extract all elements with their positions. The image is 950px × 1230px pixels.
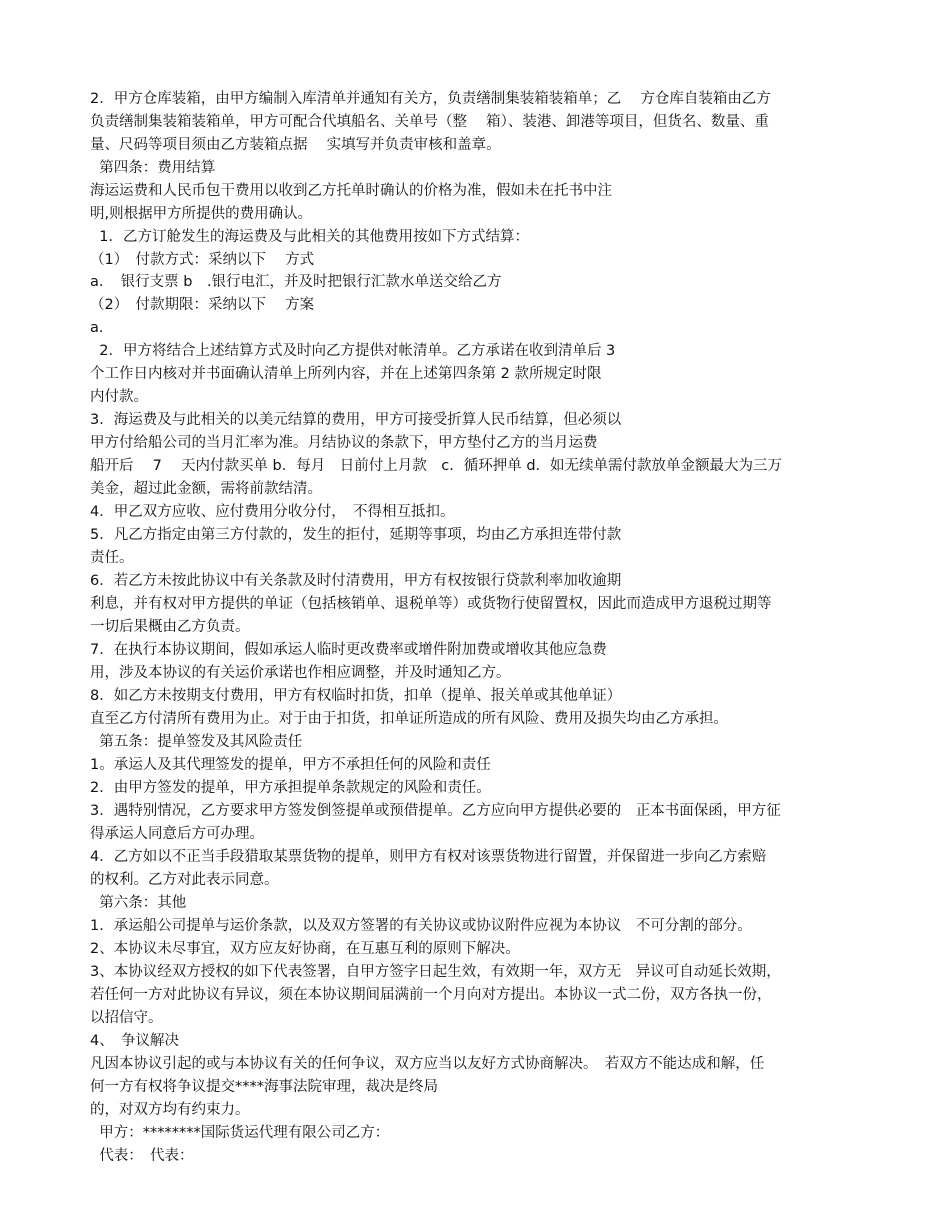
text-line: 1．乙方订舱发生的海运费及与此相关的其他费用按如下方式结算： (90, 229, 529, 245)
text-line: 负责缮制集装箱装箱单，甲方可配合代填船名、关单号（整 箱）、装港、卸港等项目，但货名、数量、重 (90, 114, 769, 130)
text-line: 的，对双方均有约束力。 (90, 1102, 250, 1118)
text-line: 8．如乙方未按期支付费用，甲方有权临时扣货，扣单（提单、报关单或其他单证） (90, 688, 622, 704)
text-line: （1） 付款方式：采纳以下 方式 (90, 252, 315, 268)
text-line: 责任。 (90, 550, 134, 566)
text-line: 2．由甲方签发的提单，甲方承担提单条款规定的风险和责任。 (90, 780, 491, 796)
text-line: 甲方付给船公司的当月汇率为准。月结协议的条款下，甲方垫付乙方的当月运费 (90, 435, 598, 451)
signature-parties: 甲方：********国际货运代理有限公司乙方： (90, 1125, 390, 1141)
text-line: 内付款。 (90, 389, 148, 405)
text-line: 3．海运费及与此相关的以美元结算的费用，甲方可接受折算人民币结算，但必须以 (90, 412, 622, 428)
text-line: 5．凡乙方指定由第三方付款的，发生的拒付，延期等事项，均由乙方承担连带付款 (90, 527, 622, 543)
text-line: 以招信守。 (90, 1010, 163, 1026)
text-line: 个工作日内核对并书面确认清单上所列内容，并在上述第四条第 2 款所规定时限 (90, 366, 602, 382)
text-line: 4．甲乙双方应收、应付费用分收分付， 不得相互抵扣。 (90, 504, 455, 520)
text-line: a． 银行支票 b .银行电汇，并及时把银行汇款水单送交给乙方 (90, 274, 502, 290)
text-line: 何一方有权将争议提交****海事法院审理，裁决是终局 (90, 1079, 438, 1095)
text-line: 3．遇特别情况，乙方要求甲方签发倒签提单或预借提单。乙方应向甲方提供必要的 正本书面保函，甲方征 (90, 803, 781, 819)
text-line: 量、尺码等项目须由乙方装箱点据 实填写并负责审核和盖章。 (90, 137, 501, 153)
text-line: 利息，并有权对甲方提供的单证（包括核销单、退税单等）或货物行使留置权，因此而造成甲方退税过期等 (90, 596, 772, 612)
text-line: 4．乙方如以不正当手段猎取某票货物的提单，则甲方有权对该票货物进行留置，并保留进一步向乙方索赔 (90, 849, 767, 865)
text-line: 得承运人同意后方可办理。 (90, 826, 264, 842)
text-line: 美金，超过此金额，需将前款结清。 (90, 481, 322, 497)
text-line: 船开后 7 天内付款买单 b．每月 日前付上月款 c．循环押单 d．如无续单需付款放单金额最大为三万 (90, 458, 783, 474)
text-line: 3、本协议经双方授权的如下代表签署，自甲方签字日起生效，有效期一年，双方无 异议可自动延长效期， (90, 964, 781, 980)
text-line: 2、本协议未尽事宜，双方应友好协商，在互惠互利的原则下解决。 (90, 941, 520, 957)
text-line: 的权利。乙方对此表示同意。 (90, 872, 279, 888)
text-line: 6．若乙方未按此协议中有关条款及时付清费用，甲方有权按银行贷款利率加收逾期 (90, 573, 622, 589)
text-line: 7．在执行本协议期间，假如承运人临时更改费率或增件附加费或增收其他应急费 (90, 642, 607, 658)
text-line: 凡因本协议引起的或与本协议有关的任何争议，双方应当以友好方式协商解决。 若双方不能达成和解，任 (90, 1056, 765, 1072)
signature-representatives: 代表： 代表： (90, 1148, 194, 1164)
text-line: 若任何一方对此协议有异议，须在本协议期间届满前一个月向对方提出。本协议一式二份，双方各执一份， (90, 987, 772, 1003)
text-line: 明,则根据甲方所提供的费用确认。 (90, 206, 313, 222)
text-line: 用，涉及本协议的有关运价承诺也作相应调整，并及时通知乙方。 (90, 665, 511, 681)
text-line: 4、 争议解决 (90, 1033, 179, 1049)
text-line: 1．承运船公司提单与运价条款，以及双方签署的有关协议或协议附件应视为本协议 不可分割的部分。 (90, 918, 752, 934)
text-line: 2．甲方仓库装箱，由甲方编制入库清单并通知有关方，负责缮制集装箱装箱单；乙 方仓库自装箱由乙方 (90, 91, 771, 107)
text-line: a． (90, 320, 114, 336)
section-heading-article-5: 第五条：提单签发及其风险责任 (90, 734, 303, 750)
section-heading-article-6: 第六条：其他 (90, 895, 187, 911)
text-line: 直至乙方付清所有费用为止。对于由于扣货，扣单证所造成的所有风险、费用及损失均由乙方承担。 (90, 711, 728, 727)
text-line: 海运运费和人民币包干费用以收到乙方托单时确认的价格为准，假如未在托书中注 (90, 183, 612, 199)
text-line: 2．甲方将结合上述结算方式及时向乙方提供对帐清单。乙方承诺在收到清单后 3 (90, 343, 616, 359)
text-line: 一切后果概由乙方负责。 (90, 619, 250, 635)
section-heading-article-4: 第四条：费用结算 (90, 160, 216, 176)
text-line: （2） 付款期限：采纳以下 方案 (90, 297, 315, 313)
text-line: 1。承运人及其代理签发的提单，甲方不承担任何的风险和责任 (90, 757, 491, 773)
